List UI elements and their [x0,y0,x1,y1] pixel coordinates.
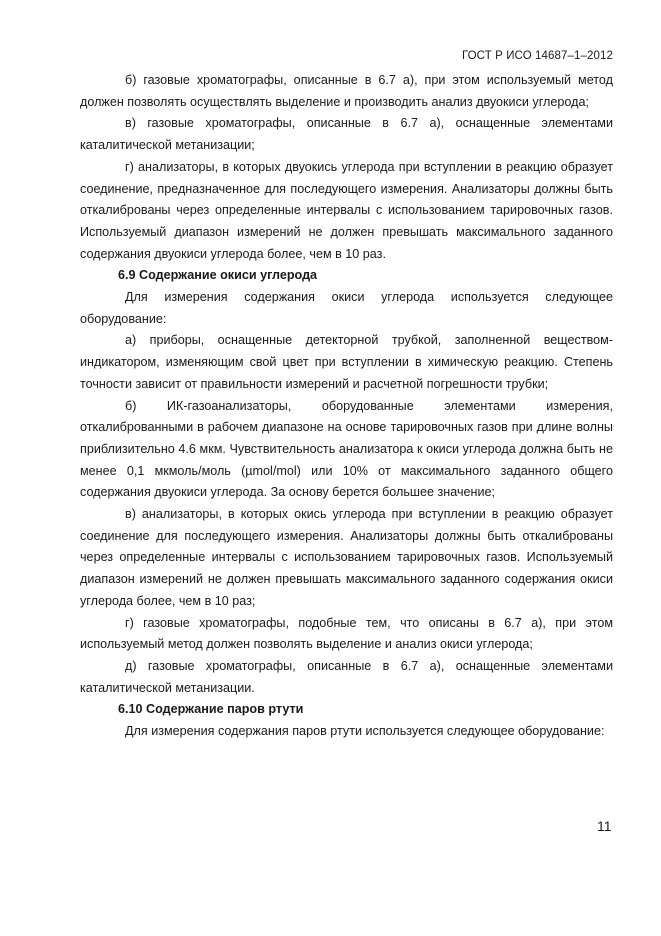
paragraph-v-co-analyzers: в) анализаторы, в которых окись углерода при вступлении в реакцию образует соединение для последующего измерения. Анализаторы должны быть откалиброваны через определенные интервалы с использованием тарировочных газов. Используемый диапазон измерений не должен превышать максимального заданного содержания окиси углерода более, чем в 10 раз; [80,507,613,608]
section-heading-6-10: 6.10 Содержание паров ртути [118,702,304,717]
paragraph-b-co2-chromatographs: б) газовые хроматографы, описанные в 6.7 а), при этом используемый метод должен позволять осуществлять выделение и производить анализ двуокиси углерода; [80,73,613,109]
page-number: 11 [597,818,612,834]
paragraph-g-co2-analyzers: г) анализаторы, в которых двуокись углерода при вступлении в реакцию образует соединение, предназначенное для последующего измерения. Анализаторы должны быть откалиброваны через определенные интервалы с использованием тарировочных газов. Используемый диапазон измерений не должен превышать максимального заданного содержания двуокиси углерода более, чем в 10 раз. [80,159,613,261]
section-heading-6-9: 6.9 Содержание окиси углерода [118,268,318,283]
paragraph-b-co-ir-analyzers: б) ИК-газоанализаторы, оборудованные элементами измерения, откалиброванными в рабочем диапазоне на основе тарировочных газов при длине волны приблизительно 4.6 мкм. Чувствительность анализатора к окиси углерода должна быть не менее 0,1 мкмоль/моль (µmol/mol) или 10% от максимального заданного общего содержания двуокиси углерода. За основу берется большее значение; [80,398,613,500]
paragraph-6-9-intro: Для измерения содержания окиси углерода используется следующее оборудование: [80,290,613,326]
paragraph-v-co2-methanization: в) газовые хроматографы, описанные в 6.7 а), оснащенные элементами каталитической метанизации; [80,116,613,153]
standard-designation: ГОСТ Р ИСО 14687–1–2012 [461,50,613,62]
paragraph-g-co-chromatographs: г) газовые хроматографы, подобные тем, что описаны в 6.7 а), при этом используемый метод должен позволять выделение и анализ окиси углерода; [80,615,613,652]
paragraph-6-10-intro: Для измерения содержания паров ртути используется следующее оборудование: [125,724,605,739]
paragraph-d-co-methanization: д) газовые хроматографы, описанные в 6.7 а), оснащенные элементами каталитической метанизации. [80,658,613,695]
paragraph-a-co-detector-tubes: а) приборы, оснащенные детекторной трубкой, заполненной веществом-индикатором, изменяющим свой цвет при вступлении в химическую реакцию. Степень точности зависит от правильности измерений и расчетной погрешности трубки; [80,333,613,391]
document-body [80,70,613,743]
